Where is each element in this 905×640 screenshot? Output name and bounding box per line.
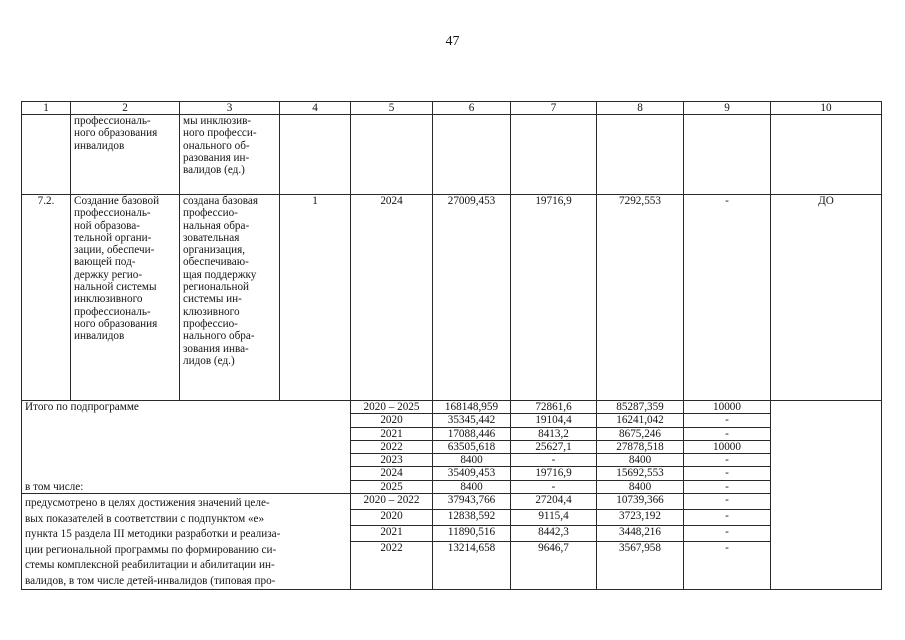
other-amount: 10000 <box>684 440 771 453</box>
header-cell: 6 <box>433 102 511 115</box>
total-amount: 35409,453 <box>433 467 511 480</box>
regional-amount: 85287,359 <box>597 401 684 414</box>
regional-amount: 8400 <box>597 480 684 493</box>
total-amount: 12838,592 <box>433 510 511 526</box>
federal-amount: 72861,6 <box>511 401 597 414</box>
cell <box>433 115 511 195</box>
header-cell: 3 <box>180 102 280 115</box>
header-cell: 7 <box>511 102 597 115</box>
row-number: 7.2. <box>22 195 71 401</box>
total-amount: 8400 <box>433 480 511 493</box>
table-row <box>22 195 882 401</box>
page-number: 47 <box>445 34 460 49</box>
year: 2020 <box>351 414 433 427</box>
subtotal-label: Итого по подпрограмме <box>25 401 139 413</box>
total-amount: 35345,442 <box>433 414 511 427</box>
year: 2021 <box>351 427 433 440</box>
header-cell: 4 <box>280 102 351 115</box>
other-amount: - <box>684 427 771 440</box>
subtotal-label-cell <box>22 401 351 494</box>
year: 2022 <box>351 541 433 589</box>
subtotal-row <box>22 401 882 414</box>
federal-amount: 9115,4 <box>511 510 597 526</box>
other-amount: - <box>684 526 771 542</box>
indicator-name: создана базовая профессио- нальная обра- зовательная организация, обеспечиваю- щая поддержку региональной системы ин- клюзивного профессио- нального обра- зования инва- лидов (ед.) <box>180 195 280 401</box>
including-label: в том числе: <box>25 480 84 493</box>
executor: ДО <box>771 195 882 401</box>
indicator-value: 1 <box>280 195 351 401</box>
other-amount: - <box>684 480 771 493</box>
regional-amount: 8400 <box>597 454 684 467</box>
total-amount: 11890,516 <box>433 526 511 542</box>
cell <box>22 115 71 195</box>
regional-amount: 27878,518 <box>597 440 684 453</box>
total-amount: 168148,959 <box>433 401 511 414</box>
other-amount: - <box>684 414 771 427</box>
regional-amount: 3448,216 <box>597 526 684 542</box>
header-cell: 5 <box>351 102 433 115</box>
federal-amount: 19716,9 <box>511 467 597 480</box>
federal-amount: 9646,7 <box>511 541 597 589</box>
header-cell: 1 <box>22 102 71 115</box>
cell <box>597 115 684 195</box>
header-cell: 8 <box>597 102 684 115</box>
executor-empty-cell <box>771 401 882 590</box>
total-amount: 17088,446 <box>433 427 511 440</box>
federal-amount: - <box>511 454 597 467</box>
program-table <box>21 101 882 590</box>
cell <box>351 115 433 195</box>
cell <box>771 115 882 195</box>
provided-text: предусмотрено в целях достижения значений целе- вых показателей в соответствии с подпунктом «е» пункта 15 раздела III методики разработки и реализа- ции региональной программы по формированию си- стемы комплексной реабилитации и абилитации ин- валидов, в том числе детей-инвалидов (типовая про- <box>22 494 351 590</box>
other-amount: - <box>684 454 771 467</box>
total-amount: 63505,618 <box>433 440 511 453</box>
activity-name: Создание базовой профессиональ- ной образова- тельной органи- зации, обеспечи- вающей под- держку регио- нальной системы инклюзивного профессиональ- ного образования инвалидов <box>71 195 180 401</box>
other-amount: - <box>684 510 771 526</box>
federal-amount: 8442,3 <box>511 526 597 542</box>
federal-amount: 27204,4 <box>511 494 597 510</box>
federal-amount: - <box>511 480 597 493</box>
regional-amount: 3567,958 <box>597 541 684 589</box>
total-amount: 13214,658 <box>433 541 511 589</box>
header-cell: 9 <box>684 102 771 115</box>
federal-amount: 19716,9 <box>511 195 597 401</box>
federal-amount: 25627,1 <box>511 440 597 453</box>
regional-amount: 16241,042 <box>597 414 684 427</box>
regional-amount: 3723,192 <box>597 510 684 526</box>
cell: профессиональ- ного образования инвалидов <box>71 115 180 195</box>
provided-row <box>22 494 882 510</box>
year: 2020 – 2025 <box>351 401 433 414</box>
year: 2020 – 2022 <box>351 494 433 510</box>
total-amount: 8400 <box>433 454 511 467</box>
total-amount: 37943,766 <box>433 494 511 510</box>
header-row <box>22 102 882 115</box>
year: 2024 <box>351 467 433 480</box>
year: 2024 <box>351 195 433 401</box>
total-amount: 27009,453 <box>433 195 511 401</box>
regional-amount: 8675,246 <box>597 427 684 440</box>
regional-amount: 15692,553 <box>597 467 684 480</box>
cell: мы инклюзив- ного професси- онального об- разования ин- валидов (ед.) <box>180 115 280 195</box>
federal-amount: 19104,4 <box>511 414 597 427</box>
regional-amount: 10739,366 <box>597 494 684 510</box>
cell <box>511 115 597 195</box>
regional-amount: 7292,553 <box>597 195 684 401</box>
federal-amount: 8413,2 <box>511 427 597 440</box>
table-row <box>22 115 882 195</box>
year: 2022 <box>351 440 433 453</box>
other-amount: - <box>684 541 771 589</box>
year: 2020 <box>351 510 433 526</box>
cell <box>684 115 771 195</box>
header-cell: 10 <box>771 102 882 115</box>
other-amount: - <box>684 467 771 480</box>
year: 2021 <box>351 526 433 542</box>
other-amount: - <box>684 195 771 401</box>
other-amount: - <box>684 494 771 510</box>
cell <box>280 115 351 195</box>
other-amount: 10000 <box>684 401 771 414</box>
header-cell: 2 <box>71 102 180 115</box>
year: 2023 <box>351 454 433 467</box>
year: 2025 <box>351 480 433 493</box>
